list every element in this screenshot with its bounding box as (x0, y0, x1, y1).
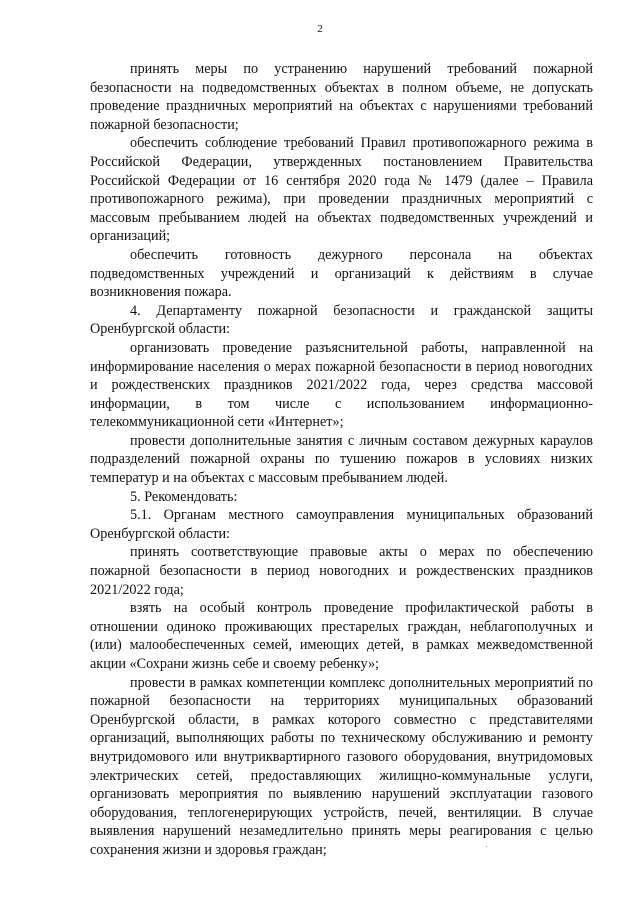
paragraph-section-5-1-local-government: 5.1. Органам местного самоуправления муниципальных образований Оренбургской области: (90, 507, 593, 542)
paragraph-special-control: взять на особый контроль проведение профилактической работы в отношении одиноко проживающих престарелых граждан, неблагополучных и (или) малообеспеченных семей, имеющих детей, в рамках межведомственной акции «Сохрани жизнь себе и своему ребенку»; (90, 600, 593, 672)
page-number: 2 (317, 23, 323, 35)
scan-speck (486, 846, 487, 847)
paragraph-duty-personnel-readiness: обеспечить готовность дежурного персонала на объектах подведомственных учреждений и организаций к действиям в случае возникновения пожара. (90, 246, 593, 301)
document-body (90, 60, 593, 860)
paragraph-fire-safety-measures: принять меры по устранению нарушений требований пожарной безопасности на подведомственных объектах в полном объеме, не допускать проведение праздничных мероприятий на объектах с нарушениями требований пожарной безопасности; (90, 61, 593, 133)
paragraph-legal-acts: принять соответствующие правовые акты о мерах по обеспечению пожарной безопасности в период новогодних и рождественских праздников 2021/2022 года; (90, 544, 593, 598)
paragraph-additional-measures: провести в рамках компетенции комплекс дополнительных мероприятий по пожарной безопасности на территориях муниципальных образований Оренбургской области, в рамках которого совместно с представителями организаций, выполняющих работы по техническому обслуживанию и ремонту внутридомового или внутриквартирного газового оборудования, внутридомовых электрических сетей, предоставляющих жилищно-коммунальные услуги, организовать мероприятия по выявлению нарушений эксплуатации газового оборудования, теплогенерирующих устройств, печей, вентиляции. В случае выявления нарушений незамедлительно принять меры реагирования с целью сохранения жизни и здоровья граждан; (90, 674, 593, 858)
paragraph-additional-training: провести дополнительные занятия с личным составом дежурных караулов подразделений пожарной охраны по тушению пожаров в условиях низких температур и на объектах с массовым пребыванием людей. (90, 432, 593, 487)
paragraph-explanatory-work: организовать проведение разъяснительной работы, направленной на информирование населения о мерах пожарной безопасности в период новогодних и рождественских праздников 2021/2022 года, через средства массовой информации, в том числе с использованием информационно-телекоммуникационной сети «Интернет»; (90, 339, 593, 431)
paragraph-section-4-department: 4. Департаменту пожарной безопасности и гражданской защиты Оренбургской области: (90, 302, 593, 338)
paragraph-section-5-recommend: 5. Рекомендовать: (130, 488, 238, 505)
paragraph-fire-regime-rules: обеспечить соблюдение требований Правил противопожарного режима в Российской Федерации, утвержденных постановлением Правительства Российской Федерации от 16 сентября 2020 года № 1479 (далее – Правила противопожарного режима), при проведении праздничных мероприятий с массовым пребыванием людей на объектах подведомственных учреждений и организаций; (90, 135, 593, 245)
